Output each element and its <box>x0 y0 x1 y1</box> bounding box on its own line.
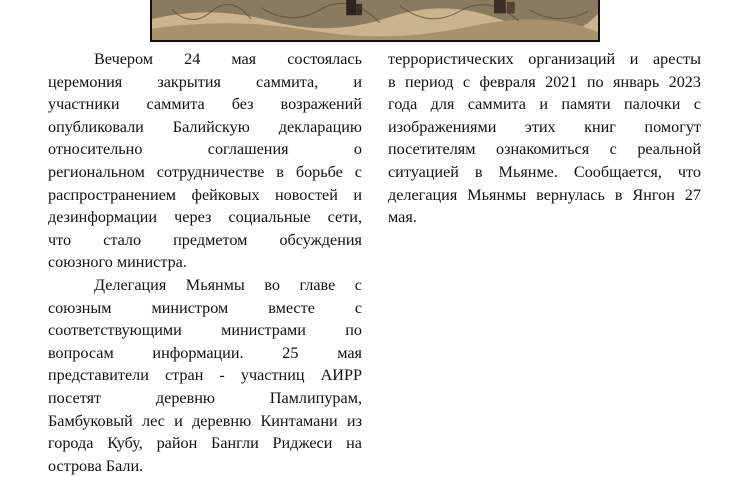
text-line: церемония закрытия саммита, и <box>48 72 362 91</box>
text-line: представители стран - участниц АИРР <box>48 366 362 385</box>
paragraph-1 <box>48 48 362 274</box>
left-column <box>48 48 362 477</box>
text-line: города Кубу, район Бангли Риджеcи на <box>48 434 362 453</box>
text-line: ситуацией в Мьянме. Сообщается, что <box>388 162 701 181</box>
text-line: распространением фейковых новостей и <box>48 185 362 204</box>
text-line: террористических организаций и аресты <box>388 50 701 68</box>
text-line: опубликовали Балийскую декларацию <box>48 117 362 136</box>
text-line: года для саммита и памяти палочки с <box>388 95 701 114</box>
text-line: участники саммита без возражений <box>48 95 362 114</box>
text-line: соответствующими министрами по <box>48 321 362 340</box>
text-line: союзным министром вместе с <box>48 298 362 317</box>
text-line: региональном сотрудничестве в борьбе с <box>48 162 362 181</box>
text-line: острова Бали. <box>48 456 144 475</box>
photo-image <box>152 0 598 40</box>
text-line: Вечером 24 мая состоялась <box>94 50 362 68</box>
text-line: относительно соглашения о <box>48 140 362 159</box>
text-line: Делегация Мьянмы во главе с <box>94 275 362 294</box>
paragraph-2 <box>48 274 362 477</box>
text-line: изображениями этих книг помогут <box>388 117 701 136</box>
text-line: посетителям ознакомиться с реальной <box>388 140 701 159</box>
article-photo <box>150 0 600 42</box>
text-line: делегация Мьянмы вернулась в Янгон 27 <box>388 185 701 204</box>
text-line: союзного министра. <box>48 253 187 272</box>
text-line: дезинформации через социальные сети, <box>48 208 362 227</box>
text-line: что стало предметом обсуждения <box>48 230 362 249</box>
text-line: в период с февраля 2021 по январь 2023 <box>388 72 701 91</box>
text-line: Бамбуковый лес и деревню Кинтамани из <box>48 411 362 430</box>
text-line: мая. <box>388 208 417 227</box>
text-line: посетят деревню Памлипурам, <box>48 388 362 407</box>
text-line: вопросам информации. 25 мая <box>48 343 362 362</box>
right-column <box>388 48 701 229</box>
